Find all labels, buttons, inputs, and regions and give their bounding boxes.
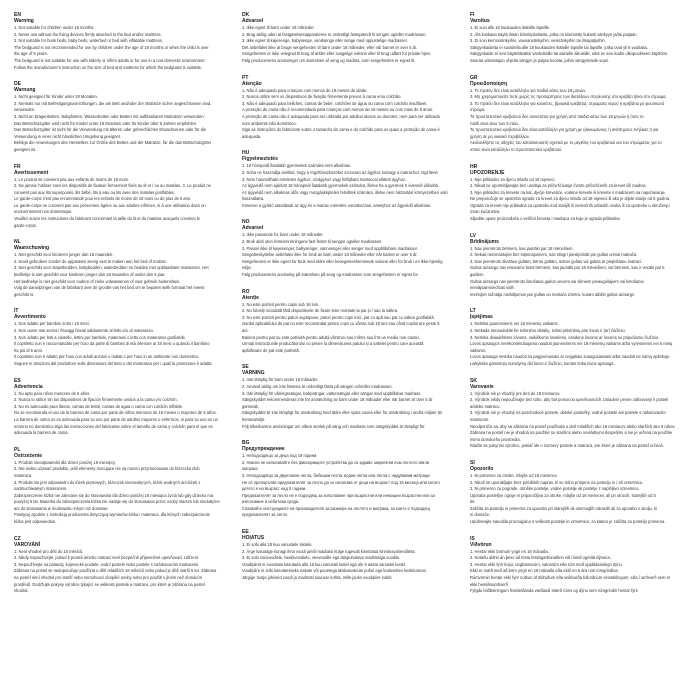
warning-line: Gultas aizsargs nav piemērots lietošanai gados veciem vai slimiem pieaugušajiem vai lietošanai [470,278,644,284]
warning-line: 2. Älä koskaan käytä ilman kiinnityslaitteita, jotka on kiinnitetty tiukasti sänkyyn ja/tai patjaan. [470,31,638,37]
warning-line: 3. Hentar ekki fyrir kojur, ungbarnarúm, vatnsrúm eða rúm með uppblásanlegri dýnu. [470,561,623,567]
warning-line: 2. Nu folosiți niciodată fără dispozitivele de fixare bine montate la pat și / sau la saltea. [242,308,399,314]
warning-line: Fylgdu leiðbeiningum framleiðanda varðandi stærð rúms og dýnu sem rúmgrindin hentar fyrir. [470,588,639,594]
warning-line: детето е на възраст над 5 години. [242,486,307,492]
warning-line: 2. Använd aldrig om inte fästena är ordentligt fästa på sängen och/eller madrassen. [242,383,393,389]
language-code: LT [470,308,476,315]
warning-section [242,219,456,278]
warning-heading: Advarsel [242,18,264,24]
warning-section [470,460,684,526]
warning-line: garde-corps. [14,222,37,228]
warning-line: 3. Ni primerno za pograde, otroške postelje, vodne postelje ali postelje z napihljivo vzmetnico. [470,486,640,492]
warning-heading: HOIATUS [242,535,265,542]
warning-line: 3. Niet geschikt voor stapelbedden, babybedden, waterbedden en bedden met opblaasbare matrassen. Het [14,265,209,271]
warning-line: No se recomienda el uso de la barrera de cama por parte de niños menores de 18 meses o mayores de 5 años. [14,410,217,416]
warning-section [470,536,684,595]
language-code: RO [242,288,250,295]
column-middle [242,12,456,592]
language-code: FR [14,163,21,170]
warning-section [470,233,684,299]
warning-line: χρήση σε μη οικιακό περιβάλλον. [470,133,530,139]
warning-line: 2. Ärge kasutage kunagi ilma voodi ja/või madratsi külge tugevalt kinnitatud kinnitusvahenditeta. [242,548,416,554]
warning-line: 2. Brug aldrig uden at fastgørelsesapparaterne er ordentligt fastspændt til sengen og/eller madrassen. [242,31,427,37]
warning-line: 1. Неподходящо за деца под 18 години. [242,453,318,459]
warning-line: 2. Nikdy nepoužívejte, pokud k posteli a/nebo matraci není bezpečně připevněné upevňovací zařízení. [14,555,200,561]
warning-line: 3. Nav piemērots divstāvu gultām, bērnu gultām, ūdens gultas vai gultas ar piepūšamu matraci. [470,258,643,264]
warning-heading: Įspėjimas [470,314,493,321]
warning-line: bedhekje is niet geschikt voor kinderen jonger dan 18 maanden of ouder dan 5 jaar. [14,272,166,278]
warning-line: miljø. [242,265,252,271]
warning-line: 1. Not suitable for children under 18 months. [14,25,95,30]
warning-line: na postel není vhodná pro starší nebo nemohoucí dospělé osoby nebo pro použití v jiném než domácím [14,575,202,581]
warning-line: 2. Nikad ne upotrebljavajte bez uređaja za pričvršćivanje čvrsto pričvršćenih za krevet i/ili madrac. [470,183,648,189]
warning-line: Sängynkaidetta ei suositella alle 18 kuukauden ikäisille lapsille tai lapsille, jotka ovat yli 5 vuotiaita. [470,44,648,50]
warning-heading: Предупреждение [242,446,285,453]
warning-line: παιδί είναι άνω των 5 ετών. [470,120,520,126]
warning-line: Følg produsentens anvisning på størrelsen på seng og madrassen som sengehesten er egnet for. [242,272,419,278]
warning-line: 2. Niekada nenaudokite be tvirtinimo detalių, tvirtai pritvirtintų prie lovos ir (ar) čiužinio. [470,328,626,333]
warning-line: Sengehesten er ikke egnet for bruk med eldre eller bevegelseshemmede voksne eller for bruk i en ikke-hjemlig [242,258,443,264]
warning-line: 3. Não é adequado para beliches, camas de bebé, colchões de água ou cama com colchão insuflável. [242,100,428,106]
warning-line: Det anbefales ikke at bruge sengehesten til børn under 18 måneder, eller når barnet er over 5 år. [242,44,418,50]
warning-line: 2. Никога не използвайте без фиксиращите устройства да са здраво закрепени към леглото и/или [242,459,430,465]
warning-line: Seuraa valmistajan ohjeita sängyn ja patjan koosta, joihin sängynkaide sopii. [470,57,609,63]
warning-line: verwenden. [14,107,36,113]
warning-line: Ekki er mælt með að börn yngri en 18 mánaða eða eldri en 5 ára noti rúmgrindina. [470,568,619,574]
language-code: CZ [14,535,21,542]
warning-line: 2. Niemals nur mit Befestigungsvorrichtungen, die am Bett und/oder der Matratze sicher angeschlossen sind, [14,100,212,106]
language-code: IT [14,308,19,315]
warning-line: ekki heimilisumhverfi. [470,581,509,587]
warning-line: Zábrana na posteľ nie je vhodná na použitie so staršími alebo nevládnymi dospelými a nie je určená na použitie [470,430,673,436]
warning-line: 1. Ei sobi alla 18 kuu vanustele lastele. [242,542,313,548]
warning-line: 1. No apto para niños menores de 5 años. [14,390,91,396]
language-code: HR [470,163,478,170]
warning-line: Laikykitės gamintojo nurodymų dėl lovos ir čiužinio, kuriam tinka lovos apsauga. [470,360,615,366]
warning-line: matracom. [470,416,490,422]
warning-line: let. [470,499,476,505]
warning-line: 1. Hentar ekki börnum yngri en 18 mánaða. [470,548,549,554]
warning-line: 1. Výrobok nie je vhodný pre deti do 18 mesiacov. [470,390,561,396]
warning-line: gadiem. [470,272,485,278]
warning-line: 1. Non adatto per bambini sotto i 18 mesi. [14,321,90,327]
warning-line: Uporaba posteljne ograje ni priporočljiva za otroke, mlajše od 18 mesecev, ali pri otrocih, starejših od 5 [470,492,656,498]
warning-line: 3. No es adecuado para literas, camas de bebé, camas de agua o cama con colchón inflable. [14,403,184,409]
warning-line: 2. Μη χρησιμοποιείτε ποτέ χωρίς τις προσαρτήσεις των διατάξεων στερέωσης στο κρεβάτι ή/και στο στρώμα. [470,94,667,100]
warning-line: Slijedite upute proizvođača o veličini kreveta i madraca za koje je ograda prikladna. [470,216,621,222]
warning-line: Postępuj zgodnie z instrukcją producenta dotyczącą wymiarów łóżka i materaca, dla których zabezpieczenie [14,512,210,518]
warning-line: Follow the manufacturer's instruction on the size of bed and mattress for which the bedguard is suitable. [14,64,203,70]
warning-line: 3. Το προϊόν δεν είναι κατάλληλο για κουκέτες, βρεφικά κρεβάτια, στρώματα νερού ή κρεβάτια με φουσκωτό [470,100,665,106]
warning-line: Το προστατευτικό κρεβατιού δεν συνιστάται για χρήση από παιδιά κάτω των 18 μηνών ή όταν το [470,113,644,119]
warning-section [242,150,456,209]
warning-heading: Opozorilo [470,465,494,472]
warning-line: Kövesse a gyártó utasításait az ágy és a matrac méretére vonatkozóan, amelyhez az ágyvédő alkalmas. [242,202,432,208]
warning-line: nadmuchiwanym materacem. [14,486,68,492]
warning-line: Voodipiiret ei soovitata kasutada alla 18 kuu vanustel lastel ega üle 5 aasta vanustel lastel. [242,561,407,567]
warning-line: 2. Ne jamais l'utiliser sans les dispositifs de fixation fermement fixés au lit et / ou au matelas. 3. Le produit ne [14,183,211,189]
warning-section [470,308,684,367]
warning-heading: Avvertimento [14,314,46,321]
warning-line: 3. Produkt nie jest odpowiedni do łóżek piętrowych, łóżeczek niemowlęcych, łóżek wodnych ani łóżek z [14,479,201,485]
warning-section [14,378,228,437]
language-code: BG [242,440,250,447]
warning-line: 1. 18 hónapnál fiatalabb gyermekek számára nem alkalmas. [242,163,352,169]
warning-line: Upoštevajte navodila proizvajalca o velikosti postelje in vzmetnice, za katero je zaščita za posteljo primerna. [470,519,666,525]
language-code: IS [470,535,475,542]
warning-section [242,75,456,141]
warning-line: environnement non domestique. [14,209,73,215]
warning-section [470,164,684,223]
warning-line: 2. Nunca utilize sem os dispositivos de fixação firmemente presos à cama e/ou colchão. [242,94,402,100]
warning-line: prostředí. Dodržujte pokyny výrobce týkající se velikosti postele a matrace, pro které je zábrana na postel [14,581,205,587]
warning-section [470,75,684,154]
column-left [14,12,228,605]
warning-heading: Advarsel [242,225,264,232]
warning-heading: VAROVÁNÍ [14,541,41,548]
warning-heading: Ostrzeżenie [14,452,43,459]
warning-line: 2. Bruk aldri uten festeinnretningene fast festet til sengen og/eller madrassen. [242,239,383,245]
warning-line: 3. Passer ikke til køyesenger, babysenger, vannsenger eller senger med oppblåsbare madrasser. [242,245,418,251]
warning-heading: Avertissement [14,169,49,176]
warning-line: Sängskyddet rekommenderas inte för användning av barn under 18 månader eller när barnet är över 5 år [242,397,433,403]
warning-line: Voodipiire ei sobi kasutamiseks eakate või puuetega täiskasvanute puhul ega kodusekes keskkonnas. [242,568,427,574]
language-code: NO [242,219,250,226]
warning-section [14,447,228,526]
warning-line: 2. Never use without the fixing devices firmly attached to the bed and/or mattress. [14,31,162,37]
warning-line: 1. Não é adequado para crianças com menos de 18 meses de idade. [242,87,368,93]
warning-line: 1. Ei sovi alle 18 kuukauden ikäisille lapsille. [470,25,551,30]
warning-line: στρώμα. [470,107,486,113]
warning-line: Följ tillverkarens anvisningar om vilken storlek på säng och madrass som sängskyddet är lämpligt för. [242,423,426,429]
warning-line: Ievērojiet ražotāja norādījumus par gultas un matrača izmēru, kuram atbilst gultas aizsargs. [470,291,636,297]
warning-line: Gultas aizsargu nav ieteicams lietot bērniem, kas jaunāki par 18 mēnešiem, vai bērniem, kas ir vecāki par 5 [470,265,665,271]
warning-line: матрака. [242,466,259,472]
warning-line: ha più di 5 anni. [14,347,43,353]
warning-line: A proteção de cama não é adequada para ser utilizada por adultos idosos ou doentes, nem para ser utilizada [242,113,440,119]
warning-heading: Atenção [242,80,262,87]
warning-section [14,308,228,367]
warning-line: hemmamiljö. [242,416,266,422]
warning-line: 2. Výrobok nikdy nepoužívajte bez toho, aby bol pomocou upevňovacích zariadení pevne zafixovaný k posteli [470,397,669,403]
warning-line: 2. Nooit gebruiken zonder de apparaten stevig vast te maken aan het bed of matras. [14,258,167,264]
language-code: LV [470,232,477,239]
warning-heading: Waarschuwing [14,245,50,252]
warning-line: Bariera pentru pat nu este potrivită pentru adulții vârstnici sau infirmi sau într-un mediu non-casnic. [242,334,421,340]
warning-section [242,289,456,355]
language-code: ES [14,377,21,384]
warning-line: Le garde-corps n'est pas recommandé pour les enfants de moins de 18 mois ou de plus de 5 ans. [14,196,192,202]
warning-line: Ne preporučuje se upotreba ograde za krevet za djecu mlađu od 18 mjeseci ili ako je dijete starije od 5 godina. [470,196,671,202]
warning-line: 3. Неподходящо за двуетажни легла, бебешки легла, водни легла или легла с надуваеми матраци. [242,472,431,478]
warning-line: 2. Nikoli ne uporabljajte brez pritrdilnih naprav, ki so trdno pritrjene na posteljo in / ali vzmetnico. [470,479,644,485]
warning-line: La barrera de cama no es adecuada para su uso por parte de adultos mayores o enfermos, ni para su uso en un [14,416,218,422]
warning-line: gammalt. [242,403,259,409]
warning-line: 1. Nicht geeignet für Kinder unter 18 Monaten. [14,94,98,100]
warning-line: Sängskyddet är inte lämpligt för användning med äldre eller sjuka vuxna eller för användning i andra miljöer än [242,410,443,416]
language-code: FI [470,12,475,18]
warning-section [242,440,456,519]
language-code: DE [14,81,21,88]
warning-line: adecuada la barrera de cama. [14,430,69,436]
warning-line: Verwendung in einer nicht häuslichen Umgebung geeignet. [14,133,121,139]
warning-line: 3. Netinka dviaukštėms lovoms, vaikiškoms lovelėms, vandens lovoms ar lovoms su pripučiamu čiužiniu. [470,334,660,340]
warning-line: Предпазителят за легло не е подходящ за използване при възрастни или немощни възрастни или за [242,492,435,498]
warning-heading: Figyelmeztetés [242,156,278,163]
warning-line: izvan kućanstva. [470,209,501,215]
warning-line: 2. Notaðu aldrei án þess að festa festingarbúnaðinn við rúmið og/eða dýnuna. [470,555,611,561]
warning-line: Das Bettschutzgitter ist nicht für die Verwendung mit älteren oder gebrechlichen Erwachsenen oder für die [14,127,207,133]
warning-line: használatra. [242,196,265,202]
warning-line: Riaďte sa pokynmi výrobcu, pokiaľ ide o rozmery postele a matraca, pre ktoré je zábrana na posteľ určená. [470,443,664,449]
warning-line: Il copriletto non è adatto per l'uso con adulti anziani o malati o per l'uso in un ambiente non domestico. [14,354,200,360]
warning-line: 1. Ni primerno za otroke, mlajše od 18 mesecev. [470,472,558,478]
warning-line: Ograda za krevet nije prikladna za upotrebu kod starijih ili nemoćnih odraslih osoba ili za upotrebu u okruženju [470,202,670,208]
warning-line: num ambiente não doméstico. [242,120,297,126]
warning-heading: Brīdinājums [470,238,499,245]
warning-section [14,239,228,298]
warning-line: Neodporúča sa, aby sa zábrana na posteľ používala u detí mladších ako 18 mesiacov alebo starších ako 5 rokov. [470,423,676,429]
warning-line: geschikt is. [14,291,35,297]
warning-line: Az ágyvédő nem ajánlott 18 hónapnál fiatalabb gyermekek számára, illetve ha a gyermek 5 évesnél idősebb. [242,183,440,189]
warning-line: vaikams. [470,347,487,353]
warning-section [242,364,456,430]
warning-line: Не се препоръчва предпазителят за легло да се използва от деца на възраст под 18 месеца или когато [242,479,440,485]
warning-line: Sängynkaide ei sovi käytettäväksi vanhuksille tai sairaille aikuisille, eikä se sovi kodin ulkopuoliseen käyttöön. [470,51,669,57]
warning-line: 1. Není vhodné pro děti do 18 měsíců. [14,548,84,554]
warning-line: 3. Nije prikladno za krevete na kat, dječje krevetiće, vodene krevete ili krevete s madracem na napuhavanje. [470,189,666,195]
warning-line: 3. Nem használható emeletes ágyhoz, vízágyhoz vagy felfújható matraccal ellátott ágyhoz. [242,176,407,182]
warning-heading: Varovanie [470,383,494,390]
warning-line: Befolge die Anweisungen des Herstellers zur Größe des Bettes und der Matratze, für die das Bettschutzgitter [14,140,212,146]
warning-line: adequada. [242,133,262,139]
warning-line: łóżka jest odpowiednie. [14,519,57,525]
warning-line: 1. Το προϊόν δεν είναι κατάλληλο για παιδιά κάτω των 18 μηνών. [470,87,587,93]
warning-line: Das Bettschutzgitter wird nicht für Kinder unter 18 Monaten oder für Kinder über 5 Jahren empfohlen. [14,120,198,126]
warning-heading: Προειδοποίηση [470,80,508,87]
warning-line: 1. Nu este potrivit pentru copiii sub 18 luni. [242,301,320,307]
warning-line: 1. Ikke egnet til børn under 18 måneder. [242,25,315,30]
warning-line: 3. Ei sovi kerrossänkyihin, vauvansänkyihin, vesisänkyihin tai ilmapatjoihin. [470,38,606,44]
warning-line: apărătoare de pat este potrivită. [242,347,300,353]
warning-line: materaca. [14,472,33,478]
warning-line: Seguire le istruzioni del produttore sulle dimensioni del letto e del materasso per i quali la protezione è adatta. [14,360,213,366]
warning-heading: Warning [14,18,34,24]
warning-line: the age of 5 years. [14,51,48,57]
warning-line: Volg de aanwijzingen van de fabrikant over de grootte van het bed om te bepalen welk formaat het meest [14,285,205,291]
warning-line: ani do stosowania w środowisku innym niż domowe. [14,505,109,511]
warning-line: convient pas aux lits superposés, lits bébé, lits à eau ou lits avec des matelas gonflables. [14,189,176,195]
warning-section [14,536,228,595]
language-code: PL [14,446,21,453]
warning-heading: Atenție [242,294,259,301]
warning-heading: Viðvörun [470,541,492,548]
warning-line: използване в небитова среда. [242,499,300,505]
warning-line: Το προστατευτικό κρεβατιού δεν είναι κατάλληλο για χρήση με ηλικιωμένους ή ανάπηρους ενήλικες ή για [470,127,659,133]
warning-section [242,12,456,65]
warning-line: 1. Inte lämplig för barn under 18 månader. [242,377,319,383]
warning-line: 1. Produkt nieodpowiedni dla dzieci poniżej 18 miesięcy. [14,459,116,465]
warning-heading: Advertencia [14,383,43,390]
warning-line: Urmați instrucțiunile producătorului cu privire la dimensiunea patului și a saltelei pentru care această [242,341,424,347]
warning-line: 2. Non usare mai senza i fissaggi fissati saldamente al letto e/o al materasso. [14,328,154,333]
warning-section [470,12,684,65]
warning-line: 3. Nicht an Etagenbetten, Babybetten, Wasserbetten oder Betten mit aufblasbaren Matratzen verwenden. [14,113,205,119]
language-code: EN [14,12,21,18]
warning-line: 3. Výrobok nie je vhodný na poschodové postele, detské postieľky, vodné postele ani postele s nafukovacím [470,410,666,416]
warning-line: a/alebo matracu. [470,403,501,409]
warning-line: 1. Nije prikladno za djecu mlađu od 18 mjeseci. [470,176,556,182]
language-code: DK [242,12,250,18]
warning-line: nemājsaimniecības vidē. [470,285,515,291]
warning-line: mimo domáceho prostredia. [470,436,521,442]
language-code: SK [470,377,477,384]
warning-line: Zábrana na postel se nedoporučuje používat u dětí mladších 18 měsíců nebo pokud je dítě starší 5 let. Zábrana [14,568,217,574]
language-code: GR [470,74,478,81]
warning-line: предпазителят за легло. [242,512,289,518]
warning-line: 2. Nie wolno używać produktu, jeśli elementy mocujące nie są mocno przymocowane do łóżeczka i/lub [14,466,200,472]
warning-heading: Warnung [14,87,36,94]
warning-line: 1. Netinka jaunesniems nei 18 mėnesių vaikams. [470,321,559,327]
warning-line: The bedguard is not suitable for use with elderly or infirm adults or for use in a non-domestic environment. [14,57,206,63]
warning-line: Zabezpieczenie łóżka nie zalecane się do stosowania dla dzieci poniżej 18 miesiąca życia lub gdy dziecko ma [14,492,214,498]
warning-heading: Varoitus [470,18,490,24]
warning-line: 2. Nekad neizmantojiet bez stiprinājumiem, kas stingri piestiprināti pie gultas un/vai matrača. [470,252,638,258]
warning-line: Veuillez suivre les instructions du fabricant concernant la taille du lit et du matelas auxquels convient le [14,216,200,222]
warning-line: 2. Soha ne használja anélkül, hogy a rögzítőeszközöket szorosan az ágyhoz és/vagy a matrachoz rögzítené. [242,169,439,175]
warning-heading: VARNING [242,370,265,377]
warning-line: Følg producentens anvisninger om størrelsen af seng og madras, som sengehesten er egnet til. [242,57,416,63]
warning-line: Järgige tootja juhiseid voodi ja madratsi suuruse kohta, mille jaoks voodipiire sobib. [242,575,393,581]
warning-heading: UPOZORENJE [470,169,505,176]
warning-line: Az ágyvédő nem alkalmas idős vagy mozgásképtelen felnőttek számára, illetve nem háztartási környezetben való [242,189,448,195]
warning-line: Gardul aplicabilului de pat nu este recomandat pentru copii cu vârsta sub 18 luni sau când copilul are peste 5 [242,321,440,327]
warning-line: The bedguard is not recommended for use by children under the age of 18 months or when the child is over [14,44,209,50]
warning-section [14,12,228,71]
warning-line: Le garde-corps ne convient pas aux personnes âgées ou aux adultes infirmes, ni à une utilisation dans un [14,202,206,208]
warning-line: Zaščita za posteljo ni primerna za uporabo pri starejših ali onemoglih odraslih ali za uporabo v okolju, ki [470,505,658,511]
warning-section [242,529,456,582]
warning-line: 3. Nepoužívejte na palandy, kojenecké postele, vodní postele nebo postele s nafukovacími matracemi. [14,561,200,567]
warning-line: 3. Nu este potrivit pentru paturi suprapuse, paturi pentru copii mici, pat cu apă sau pat cu saltea gonflabilă. [242,314,435,320]
warning-section [470,378,684,450]
warning-line: ni domače. [470,512,491,518]
warning-line: geeignet ist. [14,146,37,152]
column-right [470,12,684,605]
warning-line: 3. Inte lämplig för våningssängar, babysängar, vattensängar eller sängar med uppblåsbar madrass. [242,390,422,396]
warning-line: 3. Not suitable for bunk beds, baby beds, waterbed or bed with inflatable mattress. [14,38,164,44]
warning-line: Sengehesten er ikke velegnet til brug af ældre eller svagelige voksne eller til brug udført for private hjem. [242,51,432,57]
warning-line: Il copriletto non è raccomandato per l'uso da parte di bambini di età inferiore ai 18 mesi o quando il bambino [14,341,210,347]
warning-line: powyżej 5 lat. Barierka do zabezpieczenia łóżka nie nadaje się do stosowania przez osoby starsze lub niedołężne [14,499,220,505]
warning-line: 3. Ei sobi narivoodiele, beebivoodiele, veevoodile ega täispuhutava madratsiga voodile. [242,555,401,561]
warning-line: 3. Non adatto per letti a castello, lettini per bambini, materassi o letto con materasso gonfiabile. [14,334,187,340]
warning-line: 1. Niet geschikt voor kinderen jonger dan 18 maanden. [14,252,114,258]
warning-line: Rúmvörnin hentar ekki fyrir notkun af öldruðum eða veikburða fullorðnum einstaklingum, eða í umhverfi sem er [470,575,671,581]
warning-section [14,81,228,153]
warning-section [14,164,228,230]
warning-line: 2. Nunca lo utilice sin los dispositivos de fijación firmemente unidos a la cama y/o colchón. [14,397,178,403]
warning-line: Siga as instruções do fabricante sobre o tamanho da cama e do colchão para os quais a proteção de cama é [242,127,440,133]
language-code: SI [470,459,475,466]
warning-line: Het bedhekje is niet geschikt voor oudere of zieke volwassenen of voor gebruik buitenshuis. [14,278,181,284]
warning-line: 1. Ikke passende for barn under 18 måneder. [242,232,324,238]
warning-line: 1. Nav piemērots bērniem, kas jaunāki par 18 mēnešiem. [470,245,574,251]
warning-line: Ακολουθήστε τις οδηγίες του κατασκευαστή σχετικά με το μέγεθος του κρεβατιού και του στρώματος για το [470,140,662,146]
warning-line: οποίο είναι κατάλληλο το προστατευτικό κρεβατιού. [470,146,563,152]
warning-line: Lovos apsaugos nerekomenduojama naudoti jaunesniems nei 18 mėnesių vaikams arba vyresniems nei 5 metų [470,341,673,347]
warning-line: 1. Le produit ne convient pas aux enfants de moins de 18 mois. [14,176,129,182]
language-code: NL [14,239,21,246]
warning-line: vhodná. [14,588,29,594]
language-code: EE [242,529,249,536]
language-code: SE [242,364,249,371]
language-code: PT [242,74,249,81]
warning-line: ani. [242,328,249,333]
warning-line: Спазвайте инструкциите на производителя за размера на леглото и матрака, за които е подходящ [242,505,430,511]
warning-line: Lovos apsauga netinka naudoti su pagyvenusiais ar neįgaliais suaugusiaisiais arba naudoti ne namų aplinkoje. [470,354,671,360]
warning-line: 3. Ikke egnet til køjesenge, babysenge, vandsenge eller senge med oppustelige madrasser. [242,38,408,44]
warning-line: Sengebeskyttelse anbefales ikke for bruk av barn under 18 måneder eller når barnet er over 5 år. [242,252,418,258]
warning-line: entorno no doméstico.Siga las instrucciones del fabricante sobre el tamaño de cama y colchón para el que es [14,423,213,429]
language-code: HU [242,150,250,157]
warning-line: A proteção de cama não é recomendada para crianças com menos de 18 meses ou com mais de 5 anos. [242,107,434,113]
